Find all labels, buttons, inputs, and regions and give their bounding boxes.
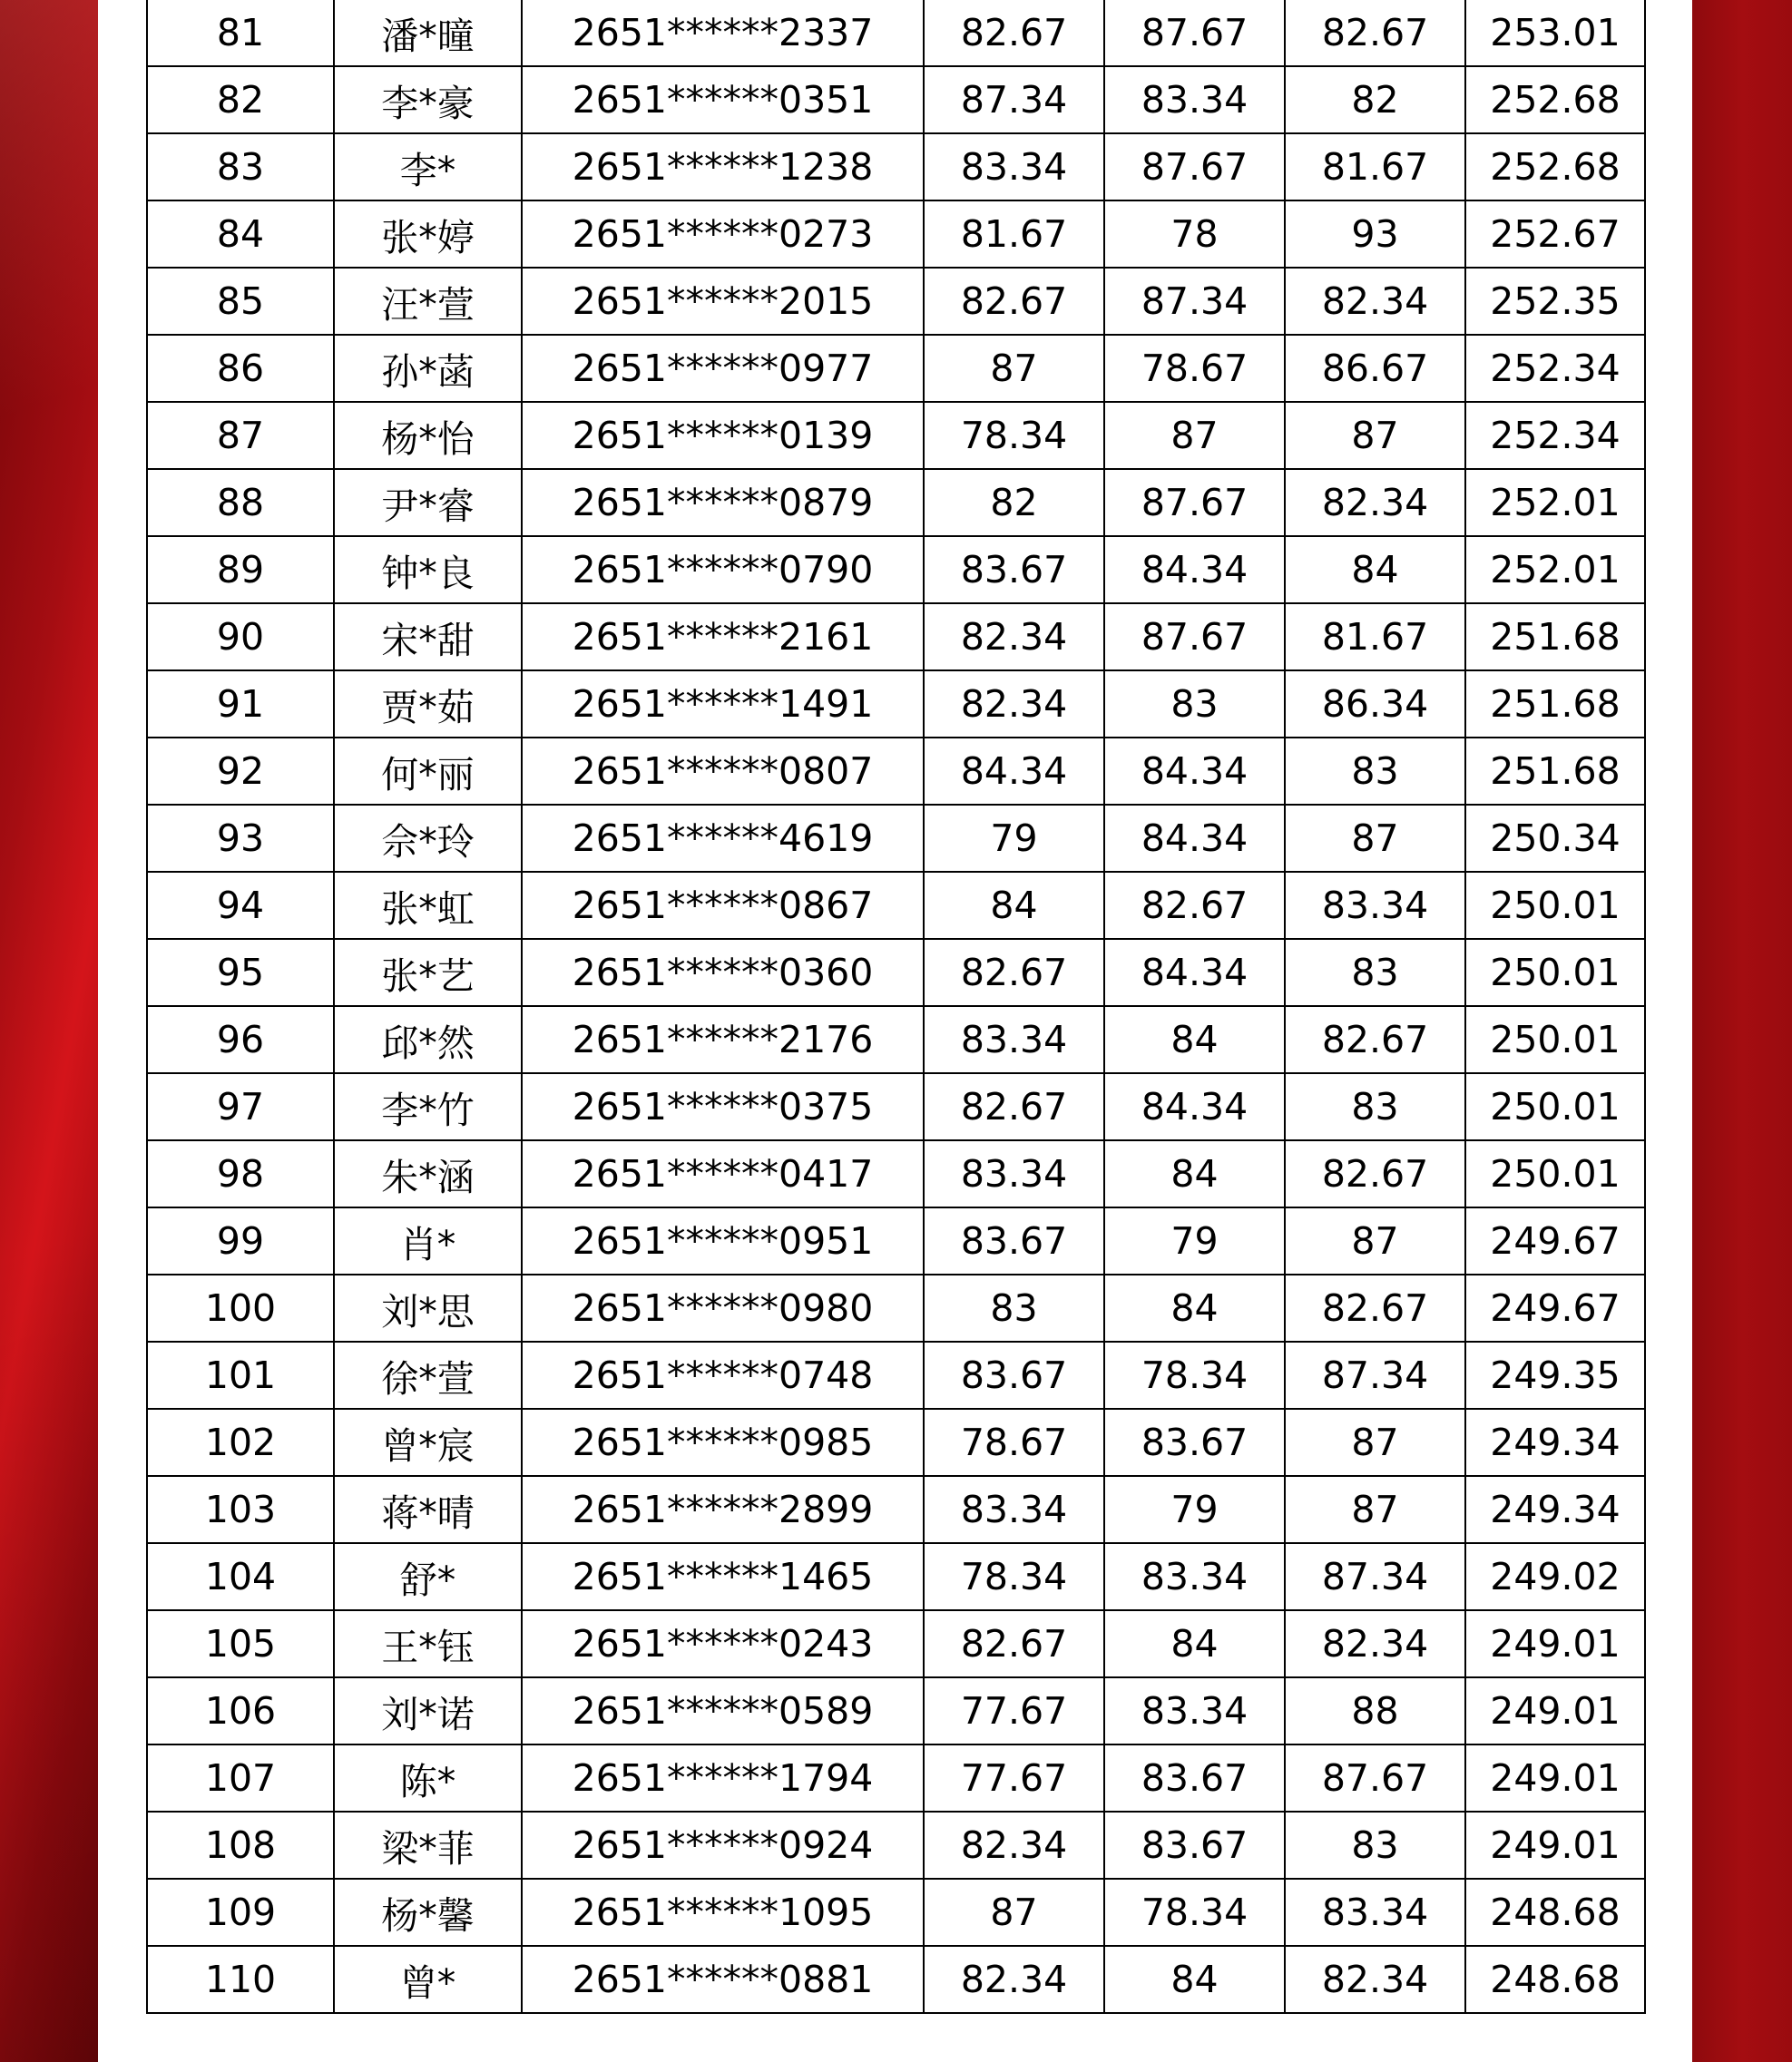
candidate-name-cell: 舒*: [334, 1543, 522, 1610]
candidate-name-cell: 梁*菲: [334, 1812, 522, 1879]
score-1-cell: 77.67: [924, 1677, 1104, 1744]
candidate-name-cell: 蒋*晴: [334, 1476, 522, 1543]
score-3-cell: 87: [1285, 805, 1465, 872]
score-2-cell: 84: [1104, 1275, 1285, 1342]
score-2-cell: 83.67: [1104, 1812, 1285, 1879]
candidate-name-cell: 潘*曈: [334, 0, 522, 66]
candidate-id-cell: 2651******2161: [522, 603, 924, 670]
row-number-cell: 88: [147, 469, 334, 536]
table-row: [147, 133, 1645, 200]
total-score-cell: 249.01: [1465, 1677, 1645, 1744]
score-3-cell: 87: [1285, 402, 1465, 469]
candidate-id-cell: 2651******0139: [522, 402, 924, 469]
candidate-name-cell: 宋*甜: [334, 603, 522, 670]
score-1-cell: 83.34: [924, 133, 1104, 200]
score-3-cell: 82.34: [1285, 268, 1465, 335]
score-1-cell: 78.34: [924, 1543, 1104, 1610]
row-number-cell: 110: [147, 1946, 334, 2013]
score-2-cell: 83.34: [1104, 1543, 1285, 1610]
table-row: [147, 603, 1645, 670]
score-1-cell: 82.34: [924, 1812, 1104, 1879]
candidate-id-cell: 2651******0375: [522, 1073, 924, 1140]
score-3-cell: 82.67: [1285, 1275, 1465, 1342]
total-score-cell: 249.67: [1465, 1207, 1645, 1275]
candidate-id-cell: 2651******0977: [522, 335, 924, 402]
total-score-cell: 250.01: [1465, 939, 1645, 1006]
score-3-cell: 83: [1285, 939, 1465, 1006]
score-1-cell: 82: [924, 469, 1104, 536]
score-3-cell: 86.67: [1285, 335, 1465, 402]
candidate-id-cell: 2651******0951: [522, 1207, 924, 1275]
table-row: [147, 1946, 1645, 2013]
table-row: [147, 402, 1645, 469]
score-2-cell: 84: [1104, 1610, 1285, 1677]
candidate-id-cell: 2651******2015: [522, 268, 924, 335]
total-score-cell: 252.01: [1465, 469, 1645, 536]
score-3-cell: 83.34: [1285, 872, 1465, 939]
row-number-cell: 94: [147, 872, 334, 939]
score-2-cell: 87.67: [1104, 133, 1285, 200]
candidate-id-cell: 2651******0790: [522, 536, 924, 603]
score-1-cell: 82.34: [924, 670, 1104, 738]
candidate-name-cell: 佘*玲: [334, 805, 522, 872]
row-number-cell: 87: [147, 402, 334, 469]
row-number-cell: 93: [147, 805, 334, 872]
score-1-cell: 84: [924, 872, 1104, 939]
row-number-cell: 96: [147, 1006, 334, 1073]
score-3-cell: 87.34: [1285, 1543, 1465, 1610]
score-1-cell: 82.34: [924, 1946, 1104, 2013]
score-3-cell: 87.67: [1285, 1744, 1465, 1812]
score-2-cell: 84: [1104, 1140, 1285, 1207]
candidate-name-cell: 杨*馨: [334, 1879, 522, 1946]
row-number-cell: 86: [147, 335, 334, 402]
score-2-cell: 79: [1104, 1207, 1285, 1275]
score-3-cell: 83.34: [1285, 1879, 1465, 1946]
candidate-name-cell: 徐*萱: [334, 1342, 522, 1409]
score-1-cell: 79: [924, 805, 1104, 872]
total-score-cell: 251.68: [1465, 670, 1645, 738]
candidate-name-cell: 王*钰: [334, 1610, 522, 1677]
candidate-id-cell: 2651******2899: [522, 1476, 924, 1543]
row-number-cell: 95: [147, 939, 334, 1006]
total-score-cell: 249.01: [1465, 1812, 1645, 1879]
table-row: [147, 939, 1645, 1006]
table-row: [147, 670, 1645, 738]
score-3-cell: 87: [1285, 1207, 1465, 1275]
total-score-cell: 252.68: [1465, 133, 1645, 200]
score-1-cell: 82.67: [924, 939, 1104, 1006]
candidate-id-cell: 2651******1095: [522, 1879, 924, 1946]
score-1-cell: 78.67: [924, 1409, 1104, 1476]
total-score-cell: 249.34: [1465, 1409, 1645, 1476]
score-3-cell: 82: [1285, 66, 1465, 133]
row-number-cell: 103: [147, 1476, 334, 1543]
total-score-cell: 252.34: [1465, 402, 1645, 469]
row-number-cell: 102: [147, 1409, 334, 1476]
score-1-cell: 83: [924, 1275, 1104, 1342]
table-row: [147, 1812, 1645, 1879]
row-number-cell: 107: [147, 1744, 334, 1812]
table-row: [147, 268, 1645, 335]
score-3-cell: 84: [1285, 536, 1465, 603]
score-2-cell: 84: [1104, 1006, 1285, 1073]
score-2-cell: 82.67: [1104, 872, 1285, 939]
row-number-cell: 108: [147, 1812, 334, 1879]
score-1-cell: 83.67: [924, 1342, 1104, 1409]
total-score-cell: 250.01: [1465, 1073, 1645, 1140]
left-red-border: [0, 0, 98, 2062]
score-2-cell: 87.67: [1104, 469, 1285, 536]
score-2-cell: 87.34: [1104, 268, 1285, 335]
score-1-cell: 87.34: [924, 66, 1104, 133]
score-1-cell: 82.67: [924, 268, 1104, 335]
total-score-cell: 250.01: [1465, 1140, 1645, 1207]
candidate-name-cell: 李*: [334, 133, 522, 200]
score-2-cell: 83.34: [1104, 66, 1285, 133]
score-3-cell: 81.67: [1285, 133, 1465, 200]
row-number-cell: 105: [147, 1610, 334, 1677]
candidate-id-cell: 2651******0924: [522, 1812, 924, 1879]
table-row: [147, 1140, 1645, 1207]
score-2-cell: 83: [1104, 670, 1285, 738]
total-score-cell: 248.68: [1465, 1946, 1645, 2013]
candidate-id-cell: 2651******1465: [522, 1543, 924, 1610]
total-score-cell: 250.01: [1465, 1006, 1645, 1073]
row-number-cell: 98: [147, 1140, 334, 1207]
table-row: [147, 1275, 1645, 1342]
score-1-cell: 77.67: [924, 1744, 1104, 1812]
candidate-name-cell: 张*艺: [334, 939, 522, 1006]
total-score-cell: 252.68: [1465, 66, 1645, 133]
candidate-id-cell: 2651******0417: [522, 1140, 924, 1207]
score-2-cell: 84: [1104, 1946, 1285, 2013]
score-1-cell: 81.67: [924, 200, 1104, 268]
total-score-cell: 250.01: [1465, 872, 1645, 939]
score-1-cell: 83.34: [924, 1476, 1104, 1543]
score-3-cell: 82.67: [1285, 0, 1465, 66]
score-2-cell: 78.34: [1104, 1342, 1285, 1409]
table-row: [147, 469, 1645, 536]
table-row: [147, 1342, 1645, 1409]
table-row: [147, 66, 1645, 133]
score-2-cell: 84.34: [1104, 805, 1285, 872]
score-1-cell: 82.67: [924, 1073, 1104, 1140]
total-score-cell: 249.35: [1465, 1342, 1645, 1409]
candidate-id-cell: 2651******4619: [522, 805, 924, 872]
score-3-cell: 82.34: [1285, 469, 1465, 536]
table-row: [147, 1543, 1645, 1610]
total-score-cell: 249.34: [1465, 1476, 1645, 1543]
score-1-cell: 82.67: [924, 1610, 1104, 1677]
table-row: [147, 738, 1645, 805]
table-row: [147, 335, 1645, 402]
score-1-cell: 83.34: [924, 1006, 1104, 1073]
table-row: [147, 1677, 1645, 1744]
candidate-name-cell: 张*虹: [334, 872, 522, 939]
score-1-cell: 87: [924, 335, 1104, 402]
row-number-cell: 97: [147, 1073, 334, 1140]
candidate-name-cell: 李*豪: [334, 66, 522, 133]
candidate-id-cell: 2651******0881: [522, 1946, 924, 2013]
table-row: [147, 536, 1645, 603]
row-number-cell: 106: [147, 1677, 334, 1744]
score-3-cell: 82.34: [1285, 1610, 1465, 1677]
table-row: [147, 1879, 1645, 1946]
candidate-id-cell: 2651******0985: [522, 1409, 924, 1476]
score-1-cell: 84.34: [924, 738, 1104, 805]
table-row: [147, 1409, 1645, 1476]
candidate-id-cell: 2651******1491: [522, 670, 924, 738]
score-3-cell: 83: [1285, 738, 1465, 805]
total-score-cell: 249.02: [1465, 1543, 1645, 1610]
candidate-name-cell: 刘*诺: [334, 1677, 522, 1744]
row-number-cell: 83: [147, 133, 334, 200]
score-2-cell: 78: [1104, 200, 1285, 268]
table-row: [147, 1476, 1645, 1543]
candidate-name-cell: 朱*涵: [334, 1140, 522, 1207]
candidate-name-cell: 尹*睿: [334, 469, 522, 536]
score-table-body: [147, 0, 1645, 2013]
table-row: [147, 0, 1645, 66]
table-row: [147, 1207, 1645, 1275]
total-score-cell: 252.01: [1465, 536, 1645, 603]
candidate-name-cell: 邱*然: [334, 1006, 522, 1073]
candidate-name-cell: 贾*茹: [334, 670, 522, 738]
candidate-name-cell: 张*婷: [334, 200, 522, 268]
score-2-cell: 78.67: [1104, 335, 1285, 402]
row-number-cell: 85: [147, 268, 334, 335]
table-row: [147, 1610, 1645, 1677]
candidate-id-cell: 2651******2176: [522, 1006, 924, 1073]
row-number-cell: 92: [147, 738, 334, 805]
candidate-id-cell: 2651******2337: [522, 0, 924, 66]
score-3-cell: 88: [1285, 1677, 1465, 1744]
candidate-name-cell: 钟*良: [334, 536, 522, 603]
row-number-cell: 84: [147, 200, 334, 268]
candidate-name-cell: 汪*萱: [334, 268, 522, 335]
score-1-cell: 78.34: [924, 402, 1104, 469]
score-1-cell: 82.67: [924, 0, 1104, 66]
score-2-cell: 84.34: [1104, 536, 1285, 603]
score-3-cell: 87.34: [1285, 1342, 1465, 1409]
row-number-cell: 104: [147, 1543, 334, 1610]
candidate-id-cell: 2651******0273: [522, 200, 924, 268]
score-2-cell: 87: [1104, 402, 1285, 469]
total-score-cell: 252.35: [1465, 268, 1645, 335]
score-3-cell: 87: [1285, 1476, 1465, 1543]
total-score-cell: 251.68: [1465, 738, 1645, 805]
score-2-cell: 78.34: [1104, 1879, 1285, 1946]
candidate-id-cell: 2651******0360: [522, 939, 924, 1006]
total-score-cell: 252.34: [1465, 335, 1645, 402]
row-number-cell: 81: [147, 0, 334, 66]
candidate-name-cell: 孙*菡: [334, 335, 522, 402]
total-score-cell: 250.34: [1465, 805, 1645, 872]
candidate-name-cell: 曾*宸: [334, 1409, 522, 1476]
table-row: [147, 1744, 1645, 1812]
row-number-cell: 91: [147, 670, 334, 738]
candidate-name-cell: 何*丽: [334, 738, 522, 805]
total-score-cell: 251.68: [1465, 603, 1645, 670]
total-score-cell: 249.67: [1465, 1275, 1645, 1342]
candidate-name-cell: 肖*: [334, 1207, 522, 1275]
candidate-id-cell: 2651******0589: [522, 1677, 924, 1744]
row-number-cell: 90: [147, 603, 334, 670]
score-2-cell: 84.34: [1104, 939, 1285, 1006]
score-3-cell: 82.67: [1285, 1140, 1465, 1207]
score-3-cell: 82.34: [1285, 1946, 1465, 2013]
score-table: [146, 0, 1646, 2014]
score-2-cell: 83.67: [1104, 1409, 1285, 1476]
candidate-id-cell: 2651******0243: [522, 1610, 924, 1677]
score-1-cell: 87: [924, 1879, 1104, 1946]
score-2-cell: 84.34: [1104, 738, 1285, 805]
score-3-cell: 93: [1285, 200, 1465, 268]
candidate-id-cell: 2651******0351: [522, 66, 924, 133]
candidate-id-cell: 2651******1238: [522, 133, 924, 200]
row-number-cell: 82: [147, 66, 334, 133]
candidate-id-cell: 2651******0867: [522, 872, 924, 939]
table-row: [147, 1006, 1645, 1073]
total-score-cell: 253.01: [1465, 0, 1645, 66]
score-2-cell: 79: [1104, 1476, 1285, 1543]
score-3-cell: 83: [1285, 1073, 1465, 1140]
table-row: [147, 805, 1645, 872]
candidate-name-cell: 刘*思: [334, 1275, 522, 1342]
total-score-cell: 249.01: [1465, 1744, 1645, 1812]
score-3-cell: 83: [1285, 1812, 1465, 1879]
row-number-cell: 99: [147, 1207, 334, 1275]
table-row: [147, 200, 1645, 268]
score-2-cell: 83.34: [1104, 1677, 1285, 1744]
score-1-cell: 83.34: [924, 1140, 1104, 1207]
row-number-cell: 101: [147, 1342, 334, 1409]
candidate-id-cell: 2651******0980: [522, 1275, 924, 1342]
score-2-cell: 87.67: [1104, 603, 1285, 670]
score-2-cell: 84.34: [1104, 1073, 1285, 1140]
total-score-cell: 252.67: [1465, 200, 1645, 268]
score-3-cell: 87: [1285, 1409, 1465, 1476]
candidate-name-cell: 陈*: [334, 1744, 522, 1812]
candidate-id-cell: 2651******1794: [522, 1744, 924, 1812]
document-page: [98, 0, 1692, 2062]
score-1-cell: 83.67: [924, 1207, 1104, 1275]
score-3-cell: 82.67: [1285, 1006, 1465, 1073]
candidate-name-cell: 李*竹: [334, 1073, 522, 1140]
candidate-id-cell: 2651******0879: [522, 469, 924, 536]
score-1-cell: 82.34: [924, 603, 1104, 670]
score-3-cell: 86.34: [1285, 670, 1465, 738]
total-score-cell: 248.68: [1465, 1879, 1645, 1946]
table-row: [147, 872, 1645, 939]
row-number-cell: 89: [147, 536, 334, 603]
candidate-name-cell: 杨*怡: [334, 402, 522, 469]
total-score-cell: 249.01: [1465, 1610, 1645, 1677]
candidate-name-cell: 曾*: [334, 1946, 522, 2013]
table-row: [147, 1073, 1645, 1140]
row-number-cell: 100: [147, 1275, 334, 1342]
candidate-id-cell: 2651******0748: [522, 1342, 924, 1409]
score-1-cell: 83.67: [924, 536, 1104, 603]
row-number-cell: 109: [147, 1879, 334, 1946]
score-2-cell: 83.67: [1104, 1744, 1285, 1812]
score-3-cell: 81.67: [1285, 603, 1465, 670]
right-red-border: [1692, 0, 1792, 2062]
candidate-id-cell: 2651******0807: [522, 738, 924, 805]
score-2-cell: 87.67: [1104, 0, 1285, 66]
